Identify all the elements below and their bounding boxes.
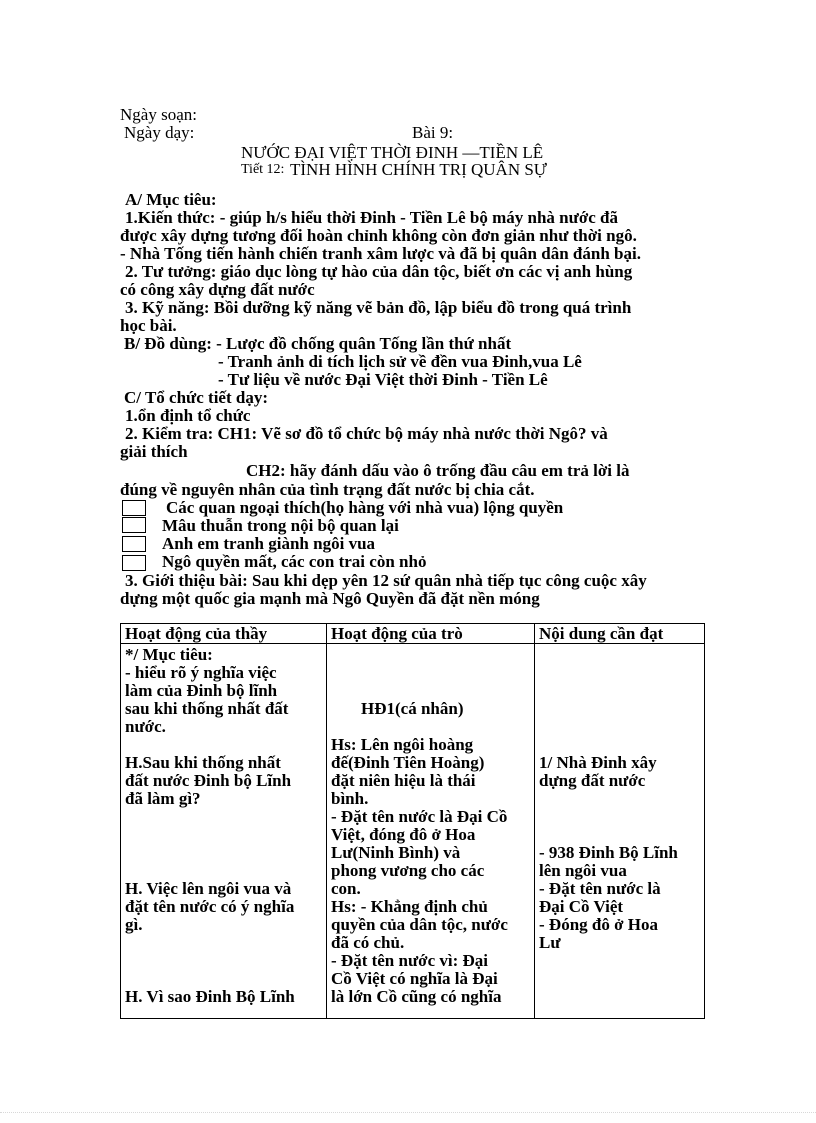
- cell-line: H. Vì sao Đinh Bộ Lĩnh: [125, 987, 295, 1006]
- materials-line-3: - Tư liệu về nước Đại Việt thời Đinh - Tiền Lê: [218, 370, 548, 389]
- section-organization: C/ Tổ chức tiết dạy:: [124, 388, 268, 407]
- header-required-content: Nội dung cần đạt: [535, 624, 705, 644]
- spacer: [539, 646, 700, 754]
- cell-line: - Đóng đô ở Hoa: [539, 915, 658, 934]
- answer-option: Ngô quyền mất, các con trai còn nhỏ: [162, 552, 427, 571]
- cell-line: lên ngôi vua: [539, 861, 627, 880]
- cell-line: Hs: Lên ngôi hoàng: [331, 735, 474, 754]
- cell-line: - Đặt tên nước là Đại Cồ: [331, 807, 508, 826]
- cell-line: 1/ Nhà Đinh xây: [539, 753, 657, 772]
- cell-line: đã làm gì?: [125, 789, 201, 808]
- cell-line: quyền của dân tộc, nước: [331, 915, 508, 934]
- cell-line: - Đặt tên nước vì: Đại: [331, 951, 489, 970]
- lesson-title: NƯỚC ĐẠI VIỆT THỜI ĐINH —TIỀN LÊ: [241, 143, 544, 162]
- cell-line: - Đặt tên nước là: [539, 879, 661, 898]
- cell-line: Hs: - Khẳng định chủ: [331, 897, 488, 916]
- cell-line: H.Sau khi thống nhất: [125, 753, 281, 772]
- knowledge-line-2: được xây dựng tương đối hoàn chỉnh không còn đơn giản như thời ngô.: [120, 226, 637, 245]
- spacer: [331, 646, 530, 700]
- cell-line: con.: [331, 879, 361, 898]
- answer-checkbox[interactable]: [122, 536, 146, 552]
- materials-line-2: - Tranh ảnh di tích lịch sử về đền vua Đinh,vua Lê: [218, 352, 582, 371]
- header-student-activity: Hoạt động của trò: [327, 624, 535, 644]
- intro-line-1: 3. Giới thiệu bài: Sau khi dẹp yên 12 sứ quân nhà tiếp tục công cuộc xây: [125, 571, 647, 590]
- table-row: [121, 644, 705, 1019]
- cell-line: Cồ Việt có nghĩa là Đại: [331, 969, 498, 988]
- answer-checkbox[interactable]: [122, 555, 146, 571]
- knowledge-line-1: 1.Kiến thức: - giúp h/s hiểu thời Đinh - Tiền Lê bộ máy nhà nước đã: [125, 208, 618, 227]
- answer-option: Anh em tranh giành ngôi vua: [162, 534, 376, 553]
- table-header-row: [121, 624, 705, 644]
- cell-line: dựng đất nước: [539, 771, 646, 790]
- answer-checkbox[interactable]: [122, 500, 146, 516]
- cell-line: - hiểu rõ ý nghĩa việc: [125, 663, 277, 682]
- skills-line-2: học bài.: [120, 316, 177, 335]
- answer-option: Mâu thuẫn trong nội bộ quan lại: [162, 516, 399, 535]
- question-2-line-1: CH2: hãy đánh dấu vào ô trống đầu câu em trả lời là: [246, 461, 630, 480]
- cell-line: Lư(Ninh Bình) và: [331, 843, 461, 862]
- skills-line-1: 3. Kỹ năng: Bồi dưỡng kỹ năng vẽ bản đồ, lập biểu đồ trong quá trình: [125, 298, 632, 317]
- period-label: Tiết 12:: [241, 162, 285, 177]
- answer-option: Các quan ngoại thích(họ hàng với nhà vua) lộng quyền: [166, 498, 564, 517]
- thought-line-1: 2. Tư tưởng: giáo dục lòng tự hào của dân tộc, biết ơn các vị anh hùng: [125, 262, 633, 281]
- cell-line: Lư: [539, 933, 561, 952]
- cell-line: đế(Đinh Tiên Hoàng): [331, 753, 485, 772]
- materials-line-1: B/ Đồ dùng: - Lược đồ chống quân Tống lần thứ nhất: [124, 334, 512, 353]
- spacer: [539, 790, 700, 844]
- teacher-activity-cell: [121, 644, 327, 1019]
- answer-checkbox[interactable]: [122, 517, 146, 533]
- required-content-cell: [535, 644, 705, 1019]
- cell-line: đã có chủ.: [331, 933, 405, 952]
- spacer: [125, 934, 322, 988]
- student-activity-cell: [327, 644, 535, 1019]
- cell-line: làm của Đinh bộ lĩnh: [125, 681, 278, 700]
- lesson-subtitle: TÌNH HÌNH CHÍNH TRỊ QUÂN SỰ: [290, 160, 548, 179]
- cell-line: Đại Cồ Việt: [539, 897, 624, 916]
- cell-line: */ Mục tiêu:: [125, 645, 213, 664]
- question-2-line-2: đúng về nguyên nhân của tình trạng đất nước bị chia cắt.: [120, 480, 535, 499]
- ngay-soan-label: Ngày soạn:: [120, 105, 197, 124]
- cell-line: gì.: [125, 915, 143, 934]
- spacer: [331, 718, 530, 736]
- cell-line: phong vương cho các: [331, 861, 485, 880]
- cell-line: H. Việc lên ngôi vua và: [125, 879, 292, 898]
- cell-line: là lớn Cồ cũng có nghĩa: [331, 987, 502, 1006]
- page-bottom-divider: [0, 1112, 816, 1114]
- check-line-1: 2. Kiểm tra: CH1: Vẽ sơ đồ tổ chức bộ máy nhà nước thời Ngô? và: [125, 424, 608, 443]
- header-teacher-activity: Hoạt động của thầy: [121, 624, 327, 644]
- check-line-2: giải thích: [120, 442, 188, 461]
- cell-line: bình.: [331, 789, 369, 808]
- section-objectives: A/ Mục tiêu:: [125, 190, 217, 209]
- knowledge-line-3: - Nhà Tống tiến hành chiến tranh xâm lược và đã bị quân dân đánh bại.: [120, 244, 641, 263]
- cell-line: Việt, đóng đô ở Hoa: [331, 825, 476, 844]
- spacer: [125, 808, 322, 880]
- cell-line: đất nước Đinh bộ Lĩnh: [125, 771, 292, 790]
- cell-line: đặt tên nước có ý nghĩa: [125, 897, 295, 916]
- lesson-activity-table: [120, 623, 705, 1019]
- cell-line: đặt niên hiệu là thái: [331, 771, 476, 790]
- stabilize-line: 1.ổn định tổ chức: [125, 406, 251, 425]
- thought-line-2: có công xây dựng đất nước: [120, 280, 315, 299]
- spacer: [125, 736, 322, 754]
- intro-line-2: dựng một quốc gia mạnh mà Ngô Quyền đã đặt nền móng: [120, 589, 540, 608]
- ngay-day-label: Ngày dạy:: [124, 123, 195, 142]
- cell-line: - 938 Đinh Bộ Lĩnh: [539, 843, 678, 862]
- lesson-number: Bài 9:: [412, 123, 454, 142]
- cell-line: HĐ1(cá nhân): [361, 699, 464, 718]
- cell-line: nước.: [125, 717, 166, 736]
- cell-line: sau khi thống nhất đất: [125, 699, 289, 718]
